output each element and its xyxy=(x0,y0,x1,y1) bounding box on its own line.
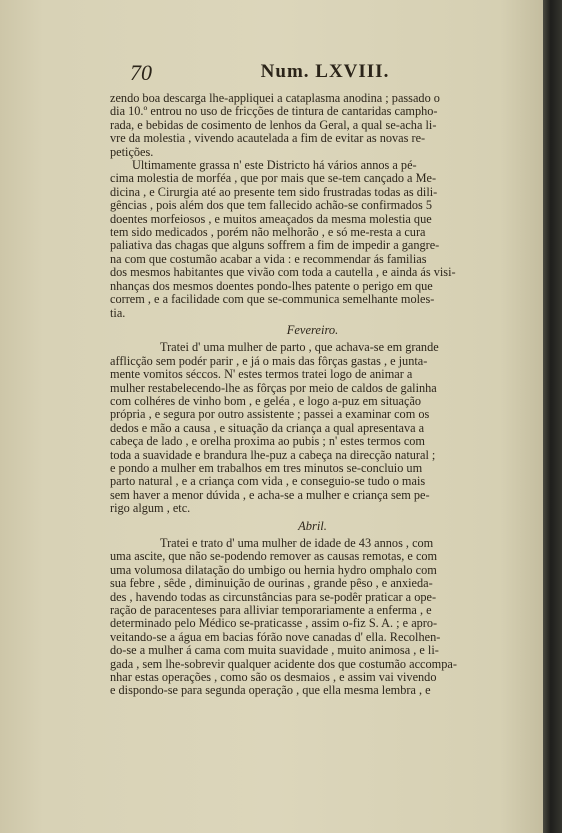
section-heading-fevereiro: Fevereiro. xyxy=(286,322,339,337)
text-line: Tratei e trato d' uma mulher de idade de 43 annos , com xyxy=(160,537,434,550)
paragraph-morfea xyxy=(110,159,515,320)
text-line: zendo boa descarga lhe-appliquei a cataplasma anodina ; passado o xyxy=(110,92,440,105)
text-line: dicina , e Cirurgia até ao presente tem sido frustradas todas as dili- xyxy=(110,185,438,199)
text-line: Tratei d' uma mulher de parto , que achava-se em grande xyxy=(160,341,439,355)
text-line: veitando-se a água em bacias fórão nove canadas d' ella. Recolhen- xyxy=(110,630,441,644)
text-line: sem haver a menor dúvida , e acha-se a mulher e criança sem pe- xyxy=(110,488,430,502)
page-number: 70 xyxy=(130,60,152,85)
text-line: do-se a mulher á cama com muita suavidade , muito animosa , e li- xyxy=(110,644,439,658)
paragraph-abril xyxy=(110,537,515,698)
text-line: doentes morfeiosos , e muitos ameaçados da mesma molestia que xyxy=(110,212,432,226)
text-line: Ultimamente grassa n' este Districto há vários annos a pé- xyxy=(132,159,417,173)
section-heading-abril: Abril. xyxy=(298,518,327,533)
text-line: cima molestia de morféa , que por mais que se-tem cançado a Me- xyxy=(110,172,437,186)
text-line: uma volumosa dilatação do umbigo ou hernia hydro omphalo com xyxy=(110,563,437,577)
text-line: gada , sem lhe-sobrevir qualquer acidente dos que costumão accompa- xyxy=(110,657,457,671)
text-line: tia. xyxy=(110,306,126,320)
text-line: vre da molestia , vivendo acautelada a fim de evitar as novas re- xyxy=(110,132,426,146)
text-line: nhanças dos mesmos doentes pondo-lhes patente o perigo em que xyxy=(110,279,433,293)
text-line: determinado pelo Médico se-praticasse , assim o-fiz S. A. ; e apro- xyxy=(110,617,438,631)
text-line: parto natural , e a criança com vida , e conseguio-se tudo o mais xyxy=(110,475,426,489)
text-line: sua febre , sêde , diminuição de ourinas , grande pêso , e anxieda- xyxy=(110,577,433,591)
text-line: dia 10.º entrou no uso de fricções de tintura de cantaridas campho- xyxy=(110,105,438,119)
paragraph-fevereiro xyxy=(110,341,515,515)
text-line: rada, e bebidas de cosimento de lenhos da Geral, a qual se-acha li- xyxy=(110,118,437,132)
paragraph-continuation xyxy=(110,92,515,159)
text-line: nhar estas operações , como são os desmaios , e assim vai vivendo xyxy=(110,671,437,685)
text-line: ração de paracenteses para alliviar temporariamente a enferma , e xyxy=(110,604,432,618)
text-line: mente vomitos séccos. N' estes termos tratei logo de animar a xyxy=(110,368,413,382)
text-line: uma ascite, que não se-podendo remover as causas remotas, e com xyxy=(110,550,438,564)
text-line: correm , e a facilidade com que se-communica semelhante moles- xyxy=(110,293,435,307)
page-header xyxy=(130,60,520,86)
text-line: toda a suavidade e brandura lhe-puz a cabeça na direcção natural ; xyxy=(110,448,436,462)
text-line: tem sido medicados , porém não melhorão , e só me-resta a cura xyxy=(110,226,426,240)
text-line: dos mesmos habitantes que vivão com toda a cautella , e ainda ás visi- xyxy=(110,266,456,280)
text-line: própria , e segura por outro assistente ; passei a examinar com os xyxy=(110,408,430,422)
text-line: rigo algum , etc. xyxy=(110,502,191,516)
text-line: mulher restabelecendo-lhe as fôrças por meio de caldos de galinha xyxy=(110,381,437,395)
book-spine xyxy=(543,0,562,833)
text-line: e dispondo-se para segunda operação , que ella mesma lembra , e xyxy=(110,684,431,698)
text-line: afflicção sem podér parir , e já o mais das fôrças gastas , e junta- xyxy=(110,354,428,368)
running-head: Num. LXVIII. xyxy=(260,61,390,82)
text-line: dedos e mão a causa , e situação da criança a qual apresentava a xyxy=(110,421,425,435)
body-text xyxy=(110,92,515,698)
text-line: com colhéres de vinho bom , e geléa , e logo a-puz em situação xyxy=(110,394,422,408)
text-line: cabeça de lado , e orelha proxima ao pubis ; n' estes termos com xyxy=(110,435,425,449)
text-line: petições. xyxy=(110,145,154,159)
text-line: na com que costumão acabar a vida : e recommendar ás familias xyxy=(110,252,427,266)
text-line: paliativa das chagas que alguns soffrem a fim de impedir a gangre- xyxy=(110,239,440,253)
text-line: des , havendo todas as circunstâncias para se-podêr praticar a ope- xyxy=(110,590,437,604)
text-line: gências , pois além dos que tem fallecido achão-se confirmados 5 xyxy=(110,199,433,213)
text-line: e pondo a mulher em trabalhos em tres minutos se-concluio um xyxy=(110,461,423,475)
